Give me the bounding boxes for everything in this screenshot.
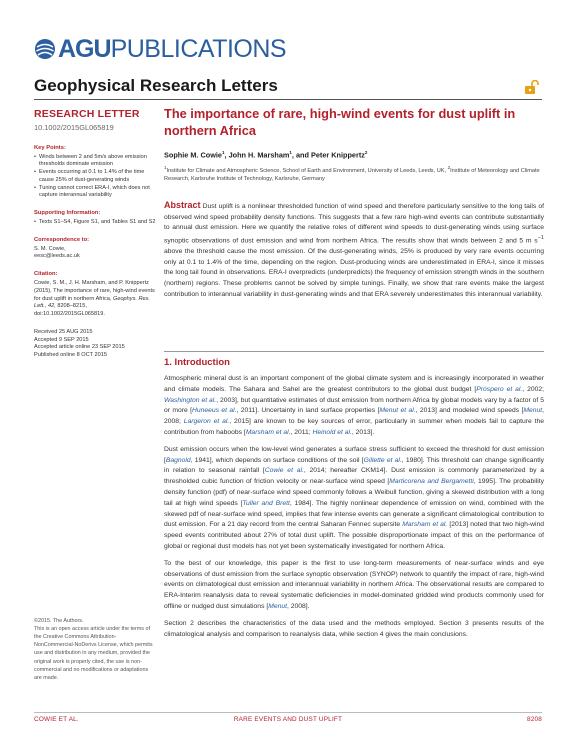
sidebar [34, 107, 156, 360]
date-online: Accepted article online 23 SEP 2015 [34, 344, 125, 351]
supporting-heading: Supporting Information: [34, 210, 101, 216]
date-accepted: Accepted 9 SEP 2015 [34, 336, 89, 343]
abstract-label: Abstract [164, 200, 201, 210]
body-text: , 2013]. [351, 428, 375, 436]
reference-link[interactable]: Huneeus et al. [192, 407, 237, 415]
body-text: , 2008; [164, 407, 544, 426]
key-points [34, 145, 156, 200]
correspondence-email[interactable]: eesc@leeds.ac.uk [34, 253, 80, 260]
body-text: Section 2 describes the characteristics of the data used and the methods employed. Section 3 presents results of the climatological analysis and comparison to reanalysis data, while section 4 gives the main conclusions. [164, 619, 544, 638]
body-text: , 2008]. [286, 602, 310, 610]
citation-text: Cowie, S. M., J. H. Marsham, and P. Knippertz (2015), The importance of rare, high-wind events for dust uplift in northern Africa, Geophys. Res. Lett., 42, 8208–8215, doi:10.1002/2015GL065819. [34, 280, 155, 317]
reference-link[interactable]: Marsham et al. [402, 521, 448, 529]
key-points-heading: Key Points: [34, 144, 66, 151]
key-point: • Winds between 2 and 5m/s above emission thresholds dominate emission [34, 154, 156, 169]
paragraph-1 [164, 374, 544, 439]
reference-link[interactable]: Bagnold [165, 456, 191, 464]
key-point: • Events occurring at 0.1 to 1.4% of the time cause 25% of dust-generating winds [34, 169, 156, 184]
body-text: Dust emission occurs when the low-level wind generates a surface stress sufficient to exceed the threshold for dust emission [ [164, 445, 544, 464]
body-text: , 2015] are known to be key sources of error, particularly in summer when models fail to capture the contribution from haboobs [ [164, 418, 544, 436]
body-text: , 1984]. The highly nonlinear dependence of emission on wind, combined with the skewed pdf of near-surface wind speed, implies that few intense events can generate a significant climatological contribution to dust emission. For a 21 day record from the central Saharan Fennec supersite [164, 499, 544, 529]
affiliations: $^1$Institute for Climate and Atmospheric Science, School of Earth and Environment, University of Leeds, Leeds, UK, $^2$Institute of Meteorology and Climate Research, Karlsruhe Institute of Technology, Karlsruhe, Germany [164, 165, 540, 183]
article-type: RESEARCH LETTER [34, 108, 140, 120]
reference-link[interactable]: Gillette et al. [363, 456, 402, 464]
body-text: , 2013] and modeled wind speeds [ [415, 407, 524, 415]
reference-link[interactable]: Washington et al. [164, 396, 217, 404]
body-text: , 2003], but quantitative estimates of dust emission from northern Africa by global models vary by a factor of 5 or more [ [164, 396, 544, 415]
body-text: , 2014; hereafter CKM14]. Dust emission is commonly parameterized by a thresholded cubic function of friction velocity or near-surface wind speed [ [164, 467, 544, 486]
abstract-text-a: Dust uplift is a nonlinear thresholded function of wind speed and therefore particularly sensitive to the long tails of observed wind speed probability density functions. This suggests that a few rare high-wind events can contribute substantially to annual dust emission. Here we quantify the relative roles of different wind speeds to dust-generating winds using surface synoptic observations of dust emission and wind from northern Africa. The results show that winds between 2 and 5 m s [164, 203, 544, 245]
body-text: , 2002; [522, 385, 544, 393]
supporting-item[interactable]: • Texts S1–S4, Figure S1, and Tables S1 and S2 [34, 219, 156, 227]
citation [34, 271, 156, 319]
author[interactable]: Sophie M. Cowie [164, 150, 222, 160]
open-access-lock-icon [524, 80, 540, 94]
correspondence-name: S. M. Cowie, [34, 245, 66, 252]
paragraph-4 [164, 619, 544, 641]
author-list: Sophie M. Cowie$^1$, John H. Marsham$^1$, and Peter Knippertz$^2$ [164, 149, 368, 160]
footer-rule [34, 712, 542, 713]
body-text: , 1980]. This threshold can change significantly in relation to seasonal rainfall [ [164, 456, 544, 475]
abstract: Abstract Dust uplift is a nonlinear thresholded function of wind speed and therefore particularly sensitive to the long tails of observed wind speed probability density functions. This suggests that a few rare high-wind events can contribute substantially to annual dust emission. Here we quantify the relative roles of different wind speeds to dust-generating winds using surface synoptic observations of dust emission and wind from northern Africa. The results show that winds between 2 and 5 m $s^{-1}$ above the threshold cause the most emission. Of the dust-generating winds, 25% is produced by very rare events occurring only at 0.1 to 1.4% of the time, depending on the region. Dust-producing winds are underestimated in ERA-I, since it misses the long tail found in observations. ERA-I overpredicts (underpredicts) the frequency of emission strength winds in the southern (northern) regions. These problems cannot be solved by simple tunings. Finally, we show that rare events make the largest contribution to interannual variability in dust-generating winds and that ERA severely underestimates this interannual variability. [164, 200, 544, 298]
body-text: , 2011]. Uncertainty in land surface properties [ [236, 407, 380, 415]
agu-publications-logo [34, 34, 286, 64]
body-text: , 2011; [290, 428, 313, 436]
doi[interactable]: 10.1002/2015GL065819 [34, 123, 114, 133]
reference-link[interactable]: Marsham et al. [245, 428, 291, 436]
reference-link[interactable]: Largeron et al. [183, 418, 230, 426]
footer-running-title: RARE EVENTS AND DUST UPLIFT [233, 716, 343, 723]
reference-link[interactable]: Prospero et al. [476, 385, 523, 393]
reference-link[interactable]: Heinold et al. [312, 428, 352, 436]
date-published: Published online 8 OCT 2015 [34, 352, 107, 359]
reference-link[interactable]: Cowie et al. [264, 467, 304, 475]
copyright-notice [34, 617, 156, 682]
reference-link[interactable]: Marticorena and Bergametti [389, 478, 474, 486]
section-heading-introduction: 1. Introduction [164, 351, 544, 368]
reference-link[interactable]: Menut [268, 602, 287, 610]
body-text: , 1941], which depends on surface conditions of the soil [ [190, 456, 364, 464]
reference-link[interactable]: Menut [523, 407, 543, 415]
paragraph-2 [164, 445, 544, 553]
license-text: This is an open access article under the terms of the Creative Commons Attribution-NonCommercial-NoDerivs License, which permits use and distribution in any medium, provided the original work is properly cited, the use is non-commercial and no modifications or adaptations are made. [34, 626, 153, 681]
author[interactable]: John H. Marsham [228, 150, 290, 160]
copyright-line: ©2015. The Authors. [34, 618, 84, 624]
journal-title: Geophysical Research Letters [34, 76, 278, 95]
article-dates [34, 329, 156, 360]
brand-publications: PUBLICATIONS [110, 34, 287, 63]
footer-authors: COWIE ET AL. [34, 716, 79, 723]
paragraph-3 [164, 559, 544, 613]
date-received: Received 25 AUG 2015 [34, 328, 93, 335]
article-header [164, 106, 544, 183]
correspondence [34, 237, 156, 261]
brand-agu: AGU [58, 34, 111, 63]
reference-link[interactable]: Menut et al. [379, 407, 416, 415]
header-rule [34, 99, 542, 100]
page-number: 8208 [526, 716, 542, 723]
body-text: Atmospheric mineral dust is an important component of the global climate system and is increasingly incorporated in weather and climate models. The Sahara and Sahel are the greatest contributors to the global dust budget [ [164, 375, 544, 393]
agu-globe-icon [34, 38, 56, 60]
correspondence-heading: Correspondence to: [34, 236, 90, 243]
abstract-text-b: above the threshold cause the most emission. Of the dust-generating winds, 25% is produced by very rare events occurring only at 0.1 to 1.4% of the time, depending on the region. Dust-producing winds are underestimated in ERA-I, since it misses the long tail found in observations. ERA-I overpredicts (underpredicts) the frequency of emission strength winds in the southern (northern) regions. These problems cannot be solved by simple tunings. Finally, we show that rare events make the largest contribution to interannual variability in dust-generating winds and that ERA severely underestimates this interannual variability. [164, 247, 544, 298]
author[interactable]: Peter Knippertz [310, 150, 365, 160]
body-text: To the best of our knowledge, this paper is the first to use long-term measurements of near-surface winds and eye observations of dust emission from the surface synoptic observation (SYNOP) network to quantify the impact of rare, high-wind events on climatological dust emission and interannual variability in northern Africa. The observational results are compared to ERA-Interim reanalysis data to reveal systematic deficiencies in model-dominated gridded wind products commonly used for offline or nudged dust simulations [ [164, 559, 544, 610]
reference-link[interactable]: Tuller and Brett [242, 499, 290, 507]
supporting-information [34, 210, 156, 227]
body-text: , 1995]. The probability density function (pdf) of near-surface wind speed commonly follows a Weibull function, giving a skewed distribution with a long tail at high wind speeds [ [164, 478, 544, 507]
citation-heading: Citation: [34, 271, 58, 278]
body-text: [2013] noted that two high-wind speed events contributed about 27% of total dust uplift. The possible disproportionate impact of this on the performance of global or regional dust models has not yet been systematically investigated for northern Africa. [164, 521, 544, 550]
article-title: The importance of rare, high-wind events for dust uplift in northern Africa [164, 106, 516, 138]
article-body [164, 374, 544, 646]
key-point: • Tuning cannot correct ERA-I, which does not capture interannual variability [34, 185, 156, 200]
